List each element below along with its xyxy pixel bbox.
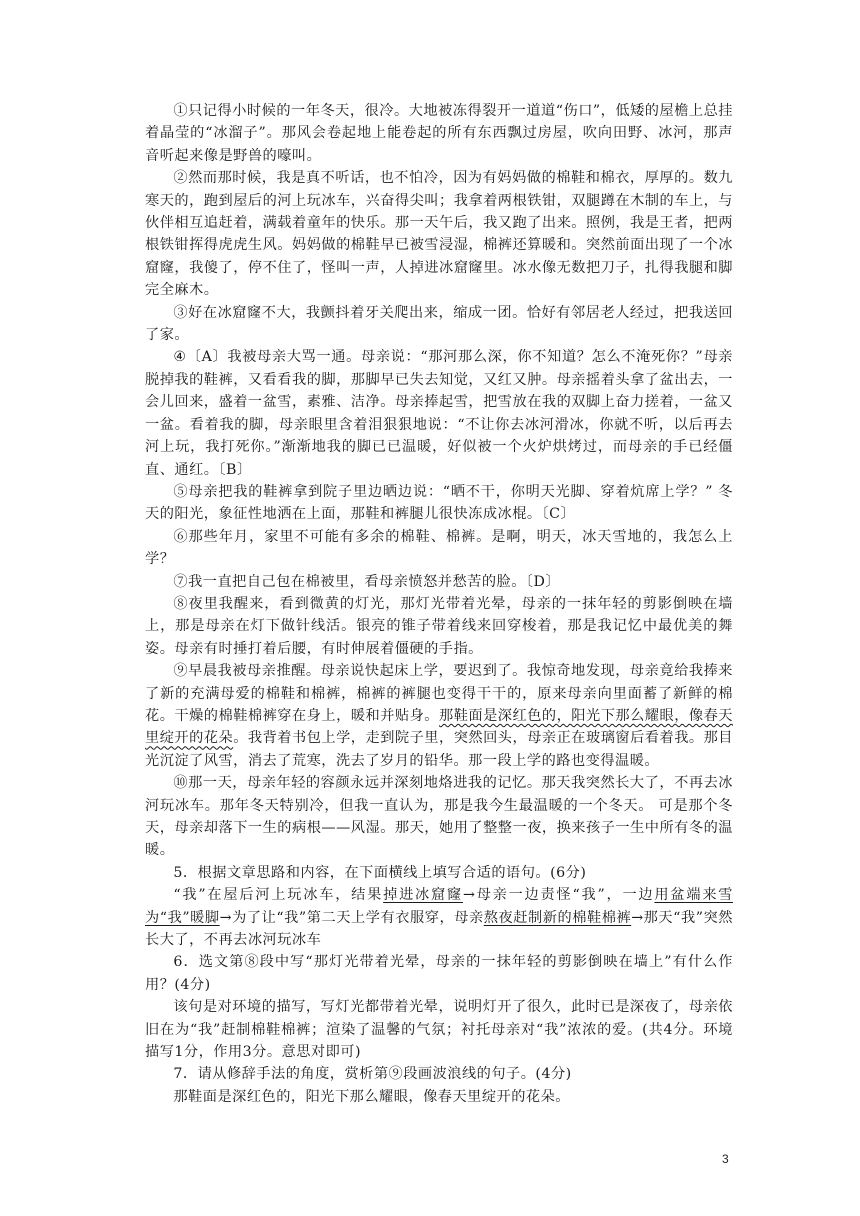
paragraph-6: ⑥那些年月，家里不可能有多余的棉鞋、棉裤。是啊，明天，冰天雪地的，我怎么上学？: [145, 528, 733, 568]
page-number: 3: [722, 1152, 729, 1166]
paragraph-1: ①只记得小时候的一年冬天，很冷。大地被冻得裂开一道道“伤口”，低矮的屋檐上总挂着晶莹的“冰溜子”。那风会卷起地上能卷起的所有东西飘过房屋，吹向田野、冰河，那声音听起来像是野兽的嚎叫。: [145, 103, 733, 164]
p9-text-before: ⑨早晨我被母亲推醒。母亲说快起床上学，要迟到了。我惊奇地发现，母亲竟给我捧来了新的充满母爱的棉鞋和棉裤，棉裤的裤腿也变得干干的，原来母亲向里面蓄了新鲜的棉花。干燥的棉鞋棉裤穿在身上，暖和并贴身。: [145, 663, 733, 724]
answer-5-blank-1: 掉进冰窟窿: [383, 887, 463, 904]
p9-text-after: 。我背着书包上学，走到院子里，突然回头，母亲正在玻璃窗后看着我。那目光沉淀了风雪，消去了荒寒，洗去了岁月的铅华。那一段上学的路也变得温暖。: [145, 730, 733, 769]
answer-5-text-3: →为了让“我”第二天上学有衣服穿，母亲: [219, 909, 484, 926]
answer-6: 该句是对环境的描写，写灯光都带着光晕，说明灯开了很久，此时已是深夜了，母亲依旧在为“我”赶制棉鞋棉裤；渲染了温馨的气氛；衬托母亲对“我”浓浓的爱。(共4分。环境描写1分，作用3分。意思对即可): [145, 999, 733, 1061]
answer-5: [145, 884, 733, 951]
article-body: [145, 100, 733, 1108]
answer-5-blank-3: 熬夜赶制新的棉鞋棉裤: [483, 909, 632, 926]
paragraph-2: ②然而那时候，我是真不听话，也不怕冷，因为有妈妈做的棉鞋和棉衣，厚厚的。数九寒天的，跑到屋后的河上玩冰车，兴奋得尖叫；我拿着两根铁钳，双腿蹲在木制的车上，与伙伴相互追赶着，满载着童年的快乐。那一天午后，我又跑了出来。照例，我是王者，把两根铁钳挥得虎虎生风。妈妈做的棉鞋早已被雪浸湿，棉裤还算暖和。突然前面出现了一个冰窟窿，我傻了，停不住了，怪叫一声，人掉进冰窟窿里。冰水像无数把刀子，扎得我腿和脚完全麻木。: [145, 170, 733, 299]
question-7: 7．请从修辞手法的角度，赏析第⑨段画波浪线的句子。(4分): [173, 1066, 572, 1083]
question-6: 6．选文第⑧段中写“那灯光带着光晕，母亲的一抹年轻的剪影倒映在墙上”有什么作用？(4分): [145, 954, 733, 993]
answer-5-text-2: →母亲一边责怪“我”，一边: [462, 887, 655, 904]
answer-5-text-1: “我”在屋后河上玩冰车，结果: [173, 887, 384, 904]
paragraph-10: ⑩那一天，母亲年轻的容颜永远并深刻地烙进我的记忆。那天我突然长大了，不再去冰河玩冰车。那年冬天特别冷，但我一直认为，那是我今生最温暖的一个冬天。 可是那个冬天，母亲却落下一生的病根——风湿。那天，她用了整整一夜，换来孩子一生中所有冬的温暖。: [145, 775, 733, 859]
paragraph-8: ⑧夜里我醒来，看到微黄的灯光，那灯光带着光晕，母亲的一抹年轻的剪影倒映在墙上，那是母亲在灯下做针线活。银亮的锥子带着线来回穿梭着，那是我记忆中最优美的舞姿。母亲有时捶打着后腰，有时伸展着僵硬的手指。: [145, 595, 733, 657]
answer-7: 那鞋面是深红色的，阳光下那么耀眼，像春天里绽开的花朵。: [173, 1088, 570, 1105]
paragraph-3: ③好在冰窟窿不大，我颤抖着牙关爬出来，缩成一团。恰好有邻居老人经过，把我送回了家。: [145, 304, 733, 344]
wavy-underlined-sentence: 那鞋面是深红色的，阳光下那么耀眼，像春天里绽开的花朵: [145, 707, 733, 747]
paragraph-7: ⑦我一直把自己包在棉被里，看母亲愤怒并愁苦的脸。〔D〕: [173, 573, 561, 590]
answer-5-blank-2: 用盆端来雪为“我”暖脚: [145, 887, 733, 926]
question-5: 5．根据文章思路和内容，在下面横线上填写合适的语句。(6分): [173, 864, 587, 881]
paragraph-4: ④〔A〕我被母亲大骂一通。母亲说：“那河那么深，你不知道？怎么不淹死你？”母亲脱掉我的鞋裤，又看看我的脚，那脚早已失去知觉，又红又肿。母亲摇着头拿了盆出去，一会儿回来，盛着一盆雪，素雅、洁净。母亲捧起雪，把雪放在我的双脚上奋力搓着，一盆又一盆。看着我的脚，母亲眼里含着泪狠狠地说：“不让你去冰河滑冰，你就不听，以后再去河上玩，我打死你。”渐渐地我的脚已已温暖，好似被一个火炉烘烤过，而母亲的手已经僵直、通红。〔B〕: [145, 349, 733, 478]
answer-5-text-4: →那天“我”突然长大了，不再去冰河玩冰车: [145, 909, 733, 949]
paragraph-5: ⑤母亲把我的鞋裤拿到院子里边晒边说：“晒不干，你明天光脚、穿着炕席上学？” 冬天的阳光，象征性地洒在上面，那鞋和裤腿儿很快冻成冰棍。〔C〕: [145, 483, 733, 523]
paragraph-9: [145, 660, 733, 772]
